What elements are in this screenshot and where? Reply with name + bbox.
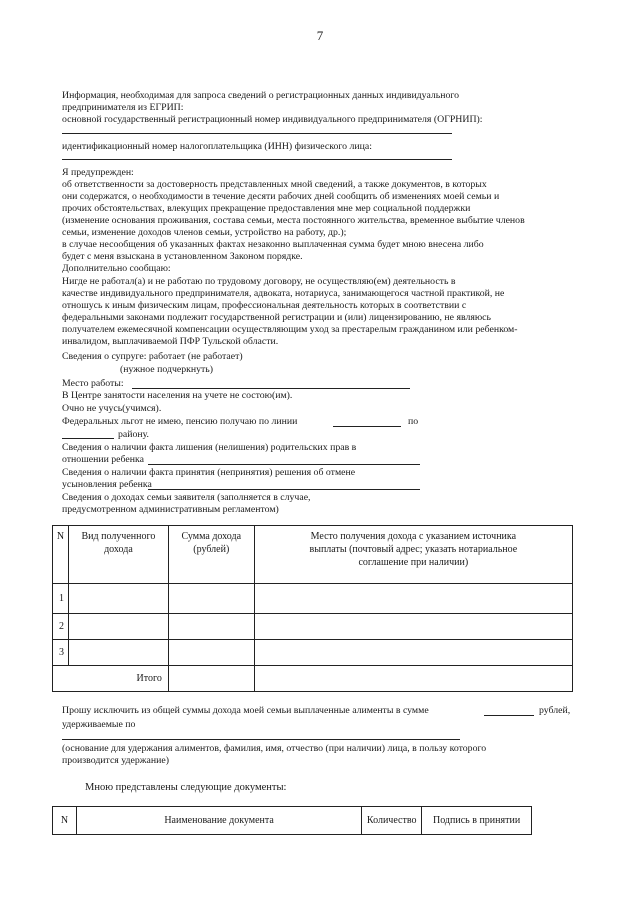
pension-line-field[interactable] — [333, 426, 401, 427]
table-row — [53, 640, 573, 666]
alimony-sum-field[interactable] — [484, 715, 534, 716]
income-type-cell[interactable] — [68, 584, 168, 614]
doc-col-sign-header: Подпись в принятии — [422, 807, 532, 835]
row-number: 3 — [53, 640, 69, 666]
income-type-cell[interactable] — [68, 614, 168, 640]
warning-line: прочих обстоятельствах, влекущих прекращение предоставления мне мер социальной поддержки — [62, 203, 471, 214]
additional-line: инвалидом, выплачиваемой ПФР Тульской области. — [62, 336, 279, 347]
additional-line: качестве индивидуального предпринимателя, адвоката, нотариуса, занимающегося частной практикой, не — [62, 288, 505, 299]
additional-line: получателем ежемесячной компенсации осуществляющим уход за престарелым гражданином или ребенком- — [62, 324, 518, 335]
additional-line: отношусь к иным физическим лицам, профессиональная деятельность которых в соответствии с — [62, 300, 467, 311]
inn-label: идентификационный номер налогоплательщика (ИНН) физического лица: — [62, 141, 372, 152]
warning-line: семьи, изменение доходов членов семьи, устройство на работу, др.); — [62, 227, 347, 238]
income-place-cell[interactable] — [254, 640, 572, 666]
benefits-po: по — [408, 416, 419, 427]
warning-line: они содержатся, о необходимости в течение десяти рабочих дней сообщить об изменениях моей семьи и — [62, 191, 500, 202]
additional-title: Дополнительно сообщаю: — [62, 263, 171, 274]
deprivation-child-label: отношении ребенка — [62, 454, 144, 465]
col-n-header: N — [53, 526, 69, 584]
row-number: 2 — [53, 614, 69, 640]
alimony-basis-label: удерживаемые по — [62, 719, 136, 730]
income-intro-line: предусмотренном административным регламентом) — [62, 504, 279, 515]
table-row — [53, 614, 573, 640]
warning-line: (изменение основания проживания, состава семьи, места постоянного жительства, временное выбытие членов — [62, 215, 525, 226]
ogrnip-field[interactable] — [62, 133, 452, 134]
benefits-label: Федеральных льгот не имею, пенсию получаю по линии — [62, 416, 298, 427]
total-label: Итого — [53, 666, 169, 692]
page-number: 7 — [316, 28, 324, 43]
spouse-hint: (нужное подчеркнуть) — [120, 364, 214, 375]
benefits-district: району. — [118, 429, 149, 440]
income-sum-cell[interactable] — [168, 584, 254, 614]
income-type-cell[interactable] — [68, 640, 168, 666]
income-sum-cell[interactable] — [168, 614, 254, 640]
study-line: Очно не учусь(учимся). — [62, 403, 162, 414]
inn-field[interactable] — [62, 159, 452, 160]
income-place-cell[interactable] — [254, 584, 572, 614]
spouse-line: Сведения о супруге: работает (не работает) — [62, 351, 243, 362]
adoption-child-field[interactable] — [148, 489, 420, 490]
deprivation-child-field[interactable] — [148, 464, 420, 465]
workplace-field[interactable] — [132, 388, 410, 389]
table-row — [53, 584, 573, 614]
income-place-cell[interactable] — [254, 614, 572, 640]
income-sum-cell[interactable] — [168, 640, 254, 666]
alimony-hint: производится удержание) — [62, 755, 169, 766]
warning-line: об ответственности за достоверность представленных мной сведений, а также документов, в которых — [62, 179, 487, 190]
warning-title: Я предупрежден: — [62, 167, 134, 178]
table-total-row — [53, 666, 573, 692]
documents-table — [52, 806, 532, 835]
total-place-cell[interactable] — [254, 666, 572, 692]
col-sum-header: Сумма дохода (рублей) — [168, 526, 254, 584]
workplace-label: Место работы: — [62, 378, 124, 389]
header-line-2: предпринимателя из ЕГРИП: — [62, 102, 184, 113]
doc-col-name-header: Наименование документа — [76, 807, 361, 835]
doc-col-qty-header: Количество — [362, 807, 422, 835]
total-sum-cell[interactable] — [168, 666, 254, 692]
income-table-header — [53, 526, 573, 584]
income-intro-line: Сведения о доходах семьи заявителя (заполняется в случае, — [62, 492, 311, 503]
employment-line: В Центре занятости населения на учете не состою(им). — [62, 390, 293, 401]
warning-line: будет с меня взыскана в установленном Законом порядке. — [62, 251, 303, 262]
alimony-basis-field[interactable] — [62, 739, 460, 740]
alimony-rub: рублей, — [539, 705, 571, 716]
adoption-line: Сведения о наличии факта принятия (непринятия) решения об отмене — [62, 467, 356, 478]
alimony-line: Прошу исключить из общей суммы дохода моей семьи выплаченные алименты в сумме — [62, 705, 429, 716]
alimony-hint: (основание для удержания алиментов, фамилия, имя, отчество (при наличии) лица, в пользу которого — [62, 743, 487, 754]
header-line-1: Информация, необходимая для запроса сведений о регистрационных данных индивидуального — [62, 90, 460, 101]
adoption-child-label: усыновления ребенка — [62, 479, 152, 490]
row-number: 1 — [53, 584, 69, 614]
ogrnip-label: основной государственный регистрационный номер индивидуального предпринимателя (ОГРНИП): — [62, 114, 483, 125]
district-field[interactable] — [62, 438, 114, 439]
doc-col-n-header: N — [53, 807, 77, 835]
documents-table-header — [53, 807, 532, 835]
additional-line: федеральными законами подлежит государственной регистрации и (или) лицензированию, не являюсь — [62, 312, 491, 323]
additional-line: Нигде не работал(а) и не работаю по трудовому договору, не осуществляю(ем) деятельность в — [62, 276, 456, 287]
warning-line: в случае несообщения об указанных фактах незаконно выплаченная сумма будет мною внесена либо — [62, 239, 484, 250]
deprivation-line: Сведения о наличии факта лишения (нелишения) родительских прав в — [62, 442, 357, 453]
documents-title: Мною представлены следующие документы: — [85, 782, 287, 793]
col-type-header: Вид полученного дохода — [68, 526, 168, 584]
income-table — [52, 525, 573, 692]
col-place-header: Место получения дохода с указанием источника выплаты (почтовый адрес; указать нотариальное соглашение при наличии) — [254, 526, 572, 584]
